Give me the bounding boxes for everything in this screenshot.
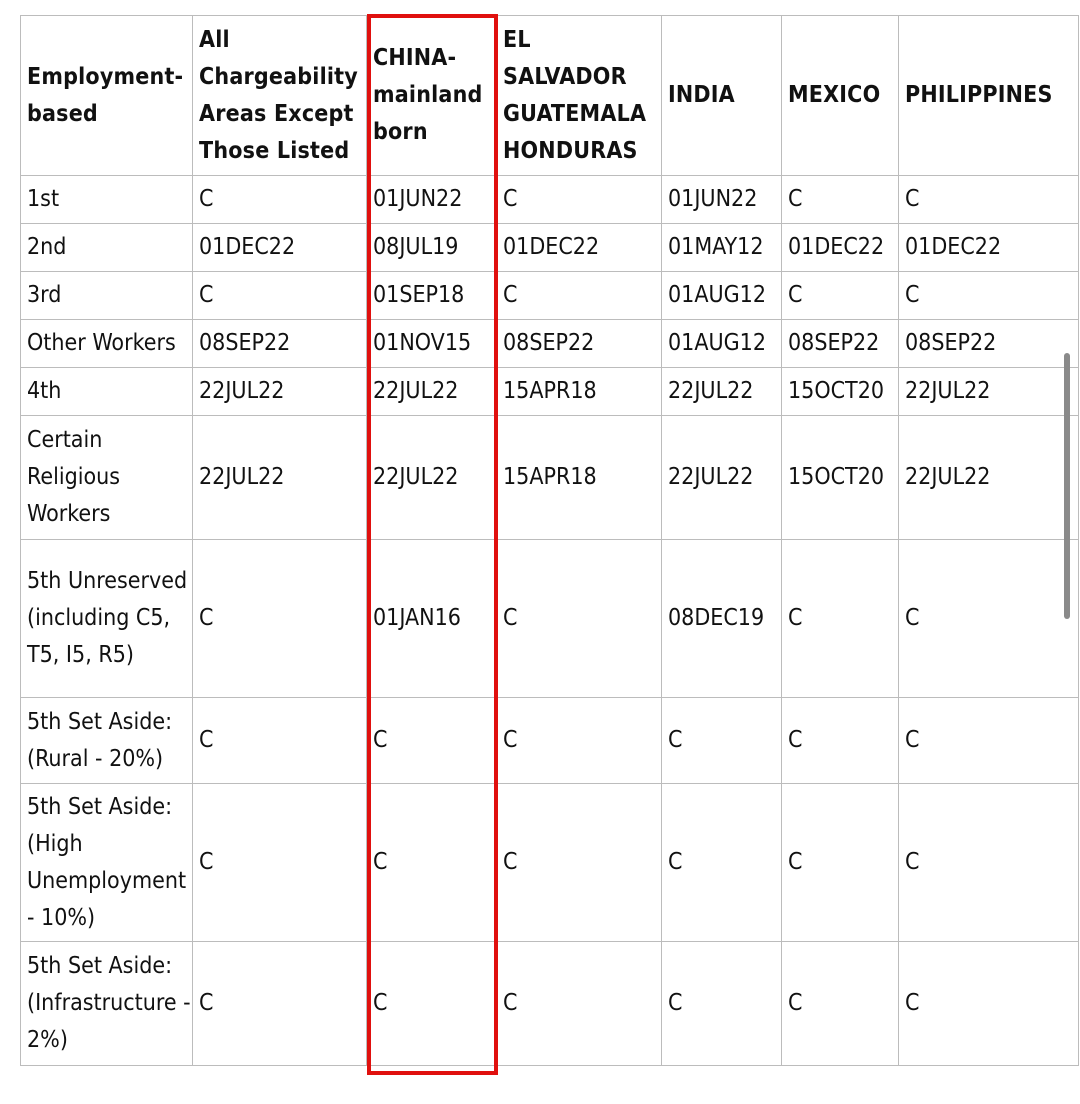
table-cell: C: [193, 176, 367, 224]
table-cell: 01JAN16: [367, 540, 497, 698]
table-cell: 22JUL22: [193, 416, 367, 540]
table-row: [21, 784, 1079, 942]
header-all-chargeability: All Chargeability Areas Except Those Listed: [193, 16, 367, 176]
row-label: 1st: [21, 176, 193, 224]
table-cell: C: [782, 272, 899, 320]
table-cell: 01AUG12: [662, 272, 782, 320]
vertical-scrollbar[interactable]: [1064, 353, 1070, 619]
table-cell: 22JUL22: [193, 368, 367, 416]
row-label: Certain Religious Workers: [21, 416, 193, 540]
header-mexico: MEXICO: [782, 16, 899, 176]
table-cell: 08SEP22: [497, 320, 662, 368]
table-cell: 01MAY12: [662, 224, 782, 272]
row-label: 5th Unreserved (including C5, T5, I5, R5): [21, 540, 193, 698]
table-cell: 22JUL22: [899, 416, 1079, 540]
table-cell: 15OCT20: [782, 368, 899, 416]
table-cell: C: [367, 784, 497, 942]
table-row: [21, 224, 1079, 272]
table-row: [21, 942, 1079, 1066]
table-cell: 08SEP22: [782, 320, 899, 368]
table-cell: C: [193, 784, 367, 942]
table-cell: C: [782, 942, 899, 1066]
table-row: [21, 368, 1079, 416]
table-cell: C: [782, 698, 899, 784]
table-row: [21, 540, 1079, 698]
table-row: [21, 320, 1079, 368]
header-philippines: PHILIPPINES: [899, 16, 1079, 176]
visa-bulletin-table: [20, 15, 1079, 1066]
header-el-salvador: EL SALVADOR GUATEMALA HONDURAS: [497, 16, 662, 176]
header-china: CHINA-mainland born: [367, 16, 497, 176]
table-cell: 15APR18: [497, 416, 662, 540]
table-cell: C: [367, 942, 497, 1066]
row-label: Other Workers: [21, 320, 193, 368]
row-label: 2nd: [21, 224, 193, 272]
table-cell: 01JUN22: [367, 176, 497, 224]
table-cell: 01SEP18: [367, 272, 497, 320]
table-cell: 01DEC22: [899, 224, 1079, 272]
table-header-row: [21, 16, 1079, 176]
table-cell: C: [782, 784, 899, 942]
table-cell: C: [899, 784, 1079, 942]
row-label: 4th: [21, 368, 193, 416]
table-cell: C: [497, 176, 662, 224]
header-employment-based: Employment-based: [21, 16, 193, 176]
table-cell: C: [899, 176, 1079, 224]
table-cell: 08DEC19: [662, 540, 782, 698]
table-row: [21, 416, 1079, 540]
table-cell: C: [899, 272, 1079, 320]
table-row: [21, 272, 1079, 320]
table-cell: C: [193, 540, 367, 698]
table-cell: C: [662, 698, 782, 784]
table-cell: 15APR18: [497, 368, 662, 416]
table-cell: C: [662, 942, 782, 1066]
table-cell: 22JUL22: [662, 368, 782, 416]
table-cell: 08SEP22: [193, 320, 367, 368]
table-cell: 22JUL22: [662, 416, 782, 540]
table-cell: 01JUN22: [662, 176, 782, 224]
table-cell: C: [899, 540, 1079, 698]
table-cell: C: [782, 540, 899, 698]
table-cell: C: [367, 698, 497, 784]
table-cell: 22JUL22: [367, 368, 497, 416]
table-cell: C: [193, 698, 367, 784]
table-cell: C: [497, 942, 662, 1066]
table-cell: C: [193, 272, 367, 320]
table-cell: C: [899, 698, 1079, 784]
table-cell: 22JUL22: [899, 368, 1079, 416]
table-cell: 01DEC22: [193, 224, 367, 272]
row-label: 5th Set Aside: (Rural - 20%): [21, 698, 193, 784]
table-row: [21, 698, 1079, 784]
visa-bulletin-table-container: [20, 15, 1080, 1066]
table-cell: 01AUG12: [662, 320, 782, 368]
table-cell: 22JUL22: [367, 416, 497, 540]
table-cell: 01NOV15: [367, 320, 497, 368]
row-label: 3rd: [21, 272, 193, 320]
table-cell: 08JUL19: [367, 224, 497, 272]
table-cell: C: [782, 176, 899, 224]
table-cell: 15OCT20: [782, 416, 899, 540]
row-label: 5th Set Aside: (Infrastructure - 2%): [21, 942, 193, 1066]
table-cell: 08SEP22: [899, 320, 1079, 368]
table-row: [21, 176, 1079, 224]
table-cell: C: [662, 784, 782, 942]
table-cell: 01DEC22: [497, 224, 662, 272]
header-india: INDIA: [662, 16, 782, 176]
table-cell: C: [497, 698, 662, 784]
row-label: 5th Set Aside: (High Unemployment - 10%): [21, 784, 193, 942]
table-cell: C: [193, 942, 367, 1066]
table-cell: C: [497, 540, 662, 698]
table-cell: C: [899, 942, 1079, 1066]
table-cell: C: [497, 784, 662, 942]
table-cell: C: [497, 272, 662, 320]
table-cell: 01DEC22: [782, 224, 899, 272]
